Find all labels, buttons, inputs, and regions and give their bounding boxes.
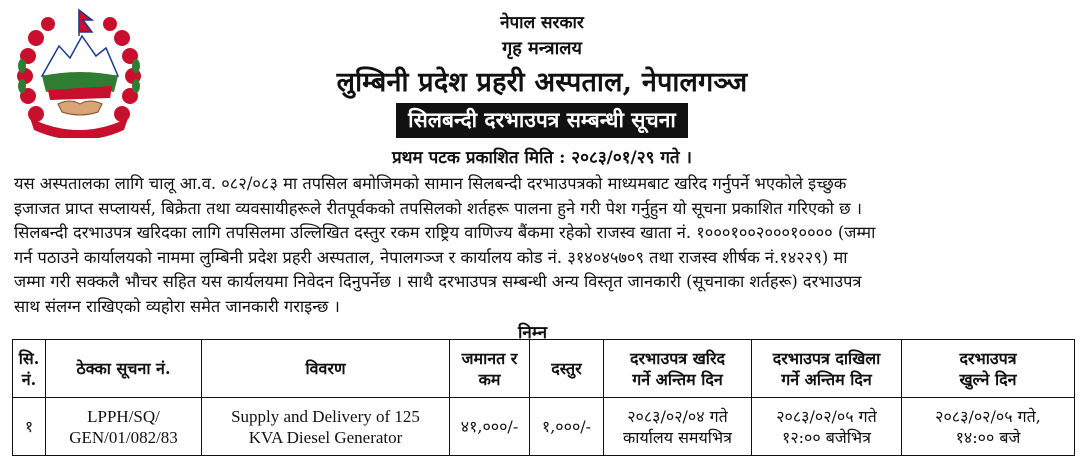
header-sn: सि. नं. — [13, 340, 46, 398]
notice-body — [14, 172, 1074, 320]
ministry-title: गृह मन्त्रालय — [502, 38, 582, 59]
cell-sn: १ — [13, 398, 46, 456]
government-title: नेपाल सरकार — [500, 13, 584, 33]
tender-table — [12, 339, 1075, 456]
header-deposit: जमानत र कम — [450, 340, 530, 398]
body-line: जम्मा गरी सक्कलै भौचर सहित यस कार्यलयमा निवेदन दिनुपर्नेछ । साथै दरभाउपत्र सम्बन्धी अन्य विस्तृत जानकारी (सूचनाका शर्तहरू) दरभाउपत्र — [14, 272, 862, 292]
cell-fee: १,०००/- — [530, 398, 604, 456]
cell-notice-no: LPPH/SQ/ GEN/01/082/83 — [46, 398, 202, 456]
notice-banner — [0, 103, 1084, 138]
cell-description: Supply and Delivery of 125 KVA Diesel Generator — [202, 398, 450, 456]
table-row — [13, 398, 1075, 456]
table-header-row — [13, 340, 1075, 398]
header-notice-no: ठेक्का सूचना नं. — [46, 340, 202, 398]
header-opening-date: दरभाउपत्र खुल्ने दिन — [902, 340, 1075, 398]
cell-purchase-deadline: २०८३/०२/०४ गते कार्यालय समयभित्र — [604, 398, 752, 456]
table-caption: निम्न — [518, 323, 548, 343]
cell-deposit: ४१,०००/- — [450, 398, 530, 456]
hospital-title: लुम्बिनी प्रदेश प्रहरी अस्पताल, नेपालगञ्ज — [336, 67, 748, 98]
publish-date: प्रथम पटक प्रकाशित मिति : २०८३/०१/२९ गते । — [392, 148, 692, 168]
cell-opening-date: २०८३/०२/०५ गते, १४:०० बजे — [902, 398, 1075, 456]
header-purchase-deadline: दरभाउपत्र खरिद गर्ने अन्तिम दिन — [604, 340, 752, 398]
body-line: सिलबन्दी दरभाउपत्र खरिदका लागि तपसिलमा उल्लिखित दस्तुर रकम राष्ट्रिय वाणिज्य बैंकमा रहेको राजस्व खाता नं. १०००१००२०००१०००० (जम्मा — [14, 223, 876, 243]
cell-submit-deadline: २०८३/०२/०५ गते १२:०० बजेभित्र — [752, 398, 902, 456]
header-submit-deadline: दरभाउपत्र दाखिला गर्ने अन्तिम दिन — [752, 340, 902, 398]
header-fee: दस्तुर — [530, 340, 604, 398]
body-line: गर्न पठाउने कार्यालयको नाममा लुम्बिनी प्रदेश प्रहरी अस्पताल, नेपालगञ्ज र कार्यालय कोड नं. ३१४०४५७०९ तथा राजस्व शीर्षक नं.१४२२९) मा — [14, 247, 848, 267]
body-line: यस अस्पतालका लागि चालू आ.व. ०८२/०८३ मा तपसिल बमोजिमको सामान सिलबन्दी दरभाउपत्रको माध्यमबाट खरिद गर्नुपर्ने भएकोले इच्छुक — [14, 174, 847, 193]
notice-banner-text: सिलबन्दी दरभाउपत्र सम्बन्धी सूचना — [396, 103, 688, 138]
header-description: विवरण — [202, 340, 450, 398]
body-line: साथ संलग्न राखिएको व्यहोरा समेत जानकारी गराइन्छ । — [14, 296, 340, 316]
body-line: इजाजत प्राप्त सप्लायर्स, बिक्रेता तथा व्यवसायीहरूले रीतपूर्वकको तपसिलको शर्तहरू पालना हुने गरी पेश गर्नुहुन यो सूचना प्रकाशित गरिएको छ । — [14, 198, 862, 218]
